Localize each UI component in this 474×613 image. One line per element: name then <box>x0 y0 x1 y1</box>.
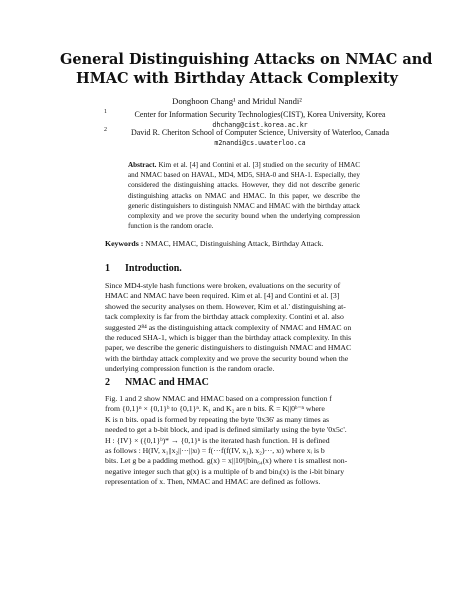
nmac-hmac-paragraph <box>105 394 371 488</box>
affiliation-number: 2 <box>104 127 107 133</box>
keywords-text: NMAC, HMAC, Distinguishing Attack, Birthday Attack. <box>145 239 324 248</box>
title-line-2: HMAC with Birthday Attack Complexity <box>76 70 398 87</box>
text-line: the reduced SHA-1, which is bigger than the birthday attack complexity. In this <box>105 333 352 343</box>
author-list: Donghoon Chang¹ and Mridul Nandi² <box>172 96 302 106</box>
section-title: NMAC and HMAC <box>125 377 209 388</box>
text-line: with the birthday attack complexity and we prove the security bound when the <box>105 353 349 363</box>
text-line: from {0,1}ⁿ × {0,1}ᵇ to {0,1}ⁿ. K₁ and K₂ are n bits. K̄ = K||0ᵇ⁻ⁿ where <box>105 404 325 414</box>
text-line: underlying compression function is the random oracle. <box>105 364 275 374</box>
abstract-text: Kim et al. [4] and Contini et al. [3] studied on the security of HMAC and NMAC based on HAVAL, MD4, MD5, SHA-0 and SHA-1. Especially, they considered the distinguishing attacks. However, they did not describe generic distinguishing attacks on NMAC and HMAC. In this paper, we describe the generic distinguishers to distinguish NMAC and HMAC with the birthday attack complexity and we prove the security bound when the underlying compression function is the random oracle. <box>128 161 360 231</box>
affiliation-text: Center for Information Security Technologies(CIST), Korea University, Korea <box>134 110 386 119</box>
section-title: Introduction. <box>125 263 182 274</box>
paper-title <box>60 50 433 88</box>
affiliation-1 <box>104 109 410 130</box>
text-line: needed to get a b-bit block, and ipad is defined similarly using the byte '0x5c'. <box>105 425 347 435</box>
text-line: negative integer such that g(x) is a multiple of b and binᵢ(x) is the i-bit binary <box>105 466 345 476</box>
affiliation-email: m2nandi@cs.uwaterloo.ca <box>214 139 306 147</box>
text-line: H : {IV} × ({0,1}ᵇ)* → {0,1}ⁿ is the iterated hash function. H is defined <box>105 435 330 445</box>
affiliation-number: 1 <box>104 109 107 115</box>
text-line: Since MD4-style hash functions were broken, evaluations on the security of <box>105 281 341 290</box>
text-line: representation of x. Then, NMAC and HMAC are defined as follows. <box>105 477 321 487</box>
text-line: as follows : H(IV, x₁||x₂||···||xₗ) = f(···f(f(IV, x₁), x₂)···, xₗ) where xᵢ is b <box>105 446 325 456</box>
text-line: Fig. 1 and 2 show NMAC and HMAC based on a compression function f <box>105 394 332 403</box>
affiliation-2 <box>104 127 410 148</box>
section-number: 1 <box>105 263 110 274</box>
text-line: suggested 2⁸⁴ as the distinguishing attack complexity of NMAC and HMAC on <box>105 322 352 332</box>
section-heading-introduction <box>105 263 182 274</box>
introduction-paragraph <box>105 281 371 375</box>
text-line: HMAC and NMAC have been required. Kim et al. [4] and Contini et al. [3] <box>105 291 340 301</box>
section-heading-nmac-hmac <box>105 377 209 388</box>
keywords-line <box>105 239 324 248</box>
abstract-label: Abstract. <box>128 161 157 169</box>
affiliation-text: David R. Cheriton School of Computer Science, University of Waterloo, Canada <box>130 128 390 137</box>
text-line: K is n bits. opad is formed by repeating the byte '0x36' as many times as <box>105 414 330 424</box>
keywords-label: Keywords : <box>105 239 144 248</box>
title-line-1: General Distinguishing Attacks on NMAC and <box>60 51 433 68</box>
text-line: tack complexity is far from the birthday attack complexity. Contini et al. also <box>105 312 344 322</box>
affiliation-email: dhchang@cist.korea.ac.kr <box>212 121 308 129</box>
text-line: showed the security analyses on them. However, Kim et al.' distinguishing at- <box>105 301 346 311</box>
text-line: bits. Let g be a padding method. g(x) = x||10ᵗ||bin₆₄(x) where t is smallest non- <box>105 456 348 466</box>
section-number: 2 <box>105 377 110 388</box>
text-line: paper, we describe the generic distinguishers to distinguish NMAC and HMAC <box>105 343 352 353</box>
abstract-block <box>128 160 360 231</box>
